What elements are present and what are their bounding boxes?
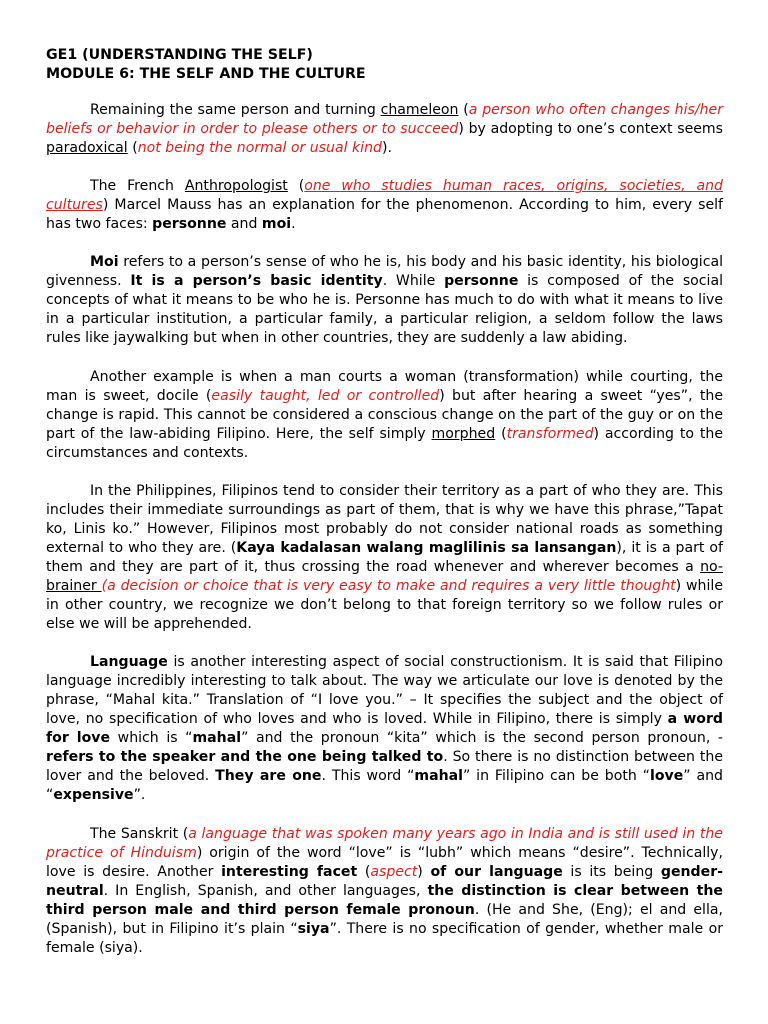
term-anthropologist: Anthropologist [184,178,288,195]
term-chameleon: chameleon [380,102,459,118]
term-paradoxical: paradoxical [46,140,128,157]
paragraph-chameleon: Remaining the same person and turning chameleon (a person who often changes his/her beliefs or behavior in order to please others or to succeed) by adopting to one’s context seems paradoxical (not being the normal or usual kind). [46,102,723,157]
paragraph-sanskrit: The Sanskrit (a language that was spoken many years ago in India and is still used in the practice of Hinduism) origin of the word “love” is “lubh” which means “desire”. Technically, love is desire. Another interesting facet (aspect) of our language is its being gender-neutral. In English, Spanish, and other languages, the distinction is clear between the third person male and third person female pronoun. (He and She, (Eng); el and ella, (Spanish), but in Filipino it’s plain “siya”. There is no specification of gender, whether male or female (siya). [46,825,724,956]
definition-sanskrit: a language that was spoken many years ago in India and is still used in the practice of Hinduism [46,825,723,861]
module-title: MODULE 6: THE SELF AND THE CULTURE [46,66,366,82]
paragraph-territory: In the Philippines, Filipinos tend to consider their territory as a part of who they are. This includes their immediate surroundings as part of them, that is why we have this phrase,”Tapat ko, Linis ko.” However, Filipinos most probably do not consider national roads as something external to who they are. (Kaya kadalasan walang maglilinis sa lansangan), it is a part of them and they are part of it, thus crossing the road whenever and wherever becomes a no-brainer (a decision or choice that is very easy to make and requires a very little thought) while in other country, we recognize we don’t belong to that foreign territory so we follow rules or else we will be apprehended. [46,482,723,633]
definition-anthropologist: one who studies human races, origins, societies, and cultures [46,178,723,214]
term-personne: personne [152,216,227,233]
course-title: GE1 (UNDERSTANDING THE SELF) [46,47,313,63]
term-no-brainer: no-brainer [46,558,723,594]
paragraph-language: Language is another interesting aspect of social constructionism. It is said that Filipino language incredibly interesting to talk about. The way we articulate our love is denoted by the phrase, “Mahal kita.” Translation of “I love you.” – It specifies the subject and the object of love, no specification of who loves and who is loved. While in Filipino, there is simply a word for love which is “mahal” and the pronoun “kita” which is the second person pronoun, - refers to the speaker and the one being talked to. So there is no distinction between the lover and the beloved. They are one. This word “mahal” in Filipino can be both “love” and “expensive”. [46,654,724,804]
definition-paradoxical: not being the normal or usual kind [137,140,382,157]
definition-docile: easily taught, led or controlled [211,387,440,404]
definition-facet: aspect [370,863,418,880]
paragraph-moi-personne: Moi refers to a person’s sense of who he is, his body and his basic identity, his biological givenness. It is a person’s basic identity. While personne is composed of the social concepts of what it means to be who he is. Personne has much to do with what it means to live in a particular institution, a particular family, a particular religion, a seldom follow the laws rules like jaywalking but when in other countries, they are suddenly a law abiding. [46,254,724,347]
term-moi: moi [261,216,292,233]
definition-morphed: transformed [506,425,594,442]
term-morphed: morphed [431,425,496,442]
definition-chameleon: a person who often changes his/her beliefs or behavior in order to please others or to succeed [46,102,723,138]
definition-no-brainer: (a decision or choice that is very easy to make and requires a very little thought [101,577,676,594]
paragraph-mauss: The French Anthropologist (one who studies human races, origins, societies, and cultures) Marcel Mauss has an explanation for the phenomenon. According to him, every self has two faces: personne and moi. [46,178,723,233]
paragraph-courtship: Another example is when a man courts a woman (transformation) while courting, the man is sweet, docile (easily taught, led or controlled) but after hearing a sweet “yes”, the change is rapid. This cannot be considered a conscious change on the part of the guy or on the part of the law-abiding Filipino. Here, the self simply morphed (transformed) according to the circumstances and contexts. [46,368,724,461]
